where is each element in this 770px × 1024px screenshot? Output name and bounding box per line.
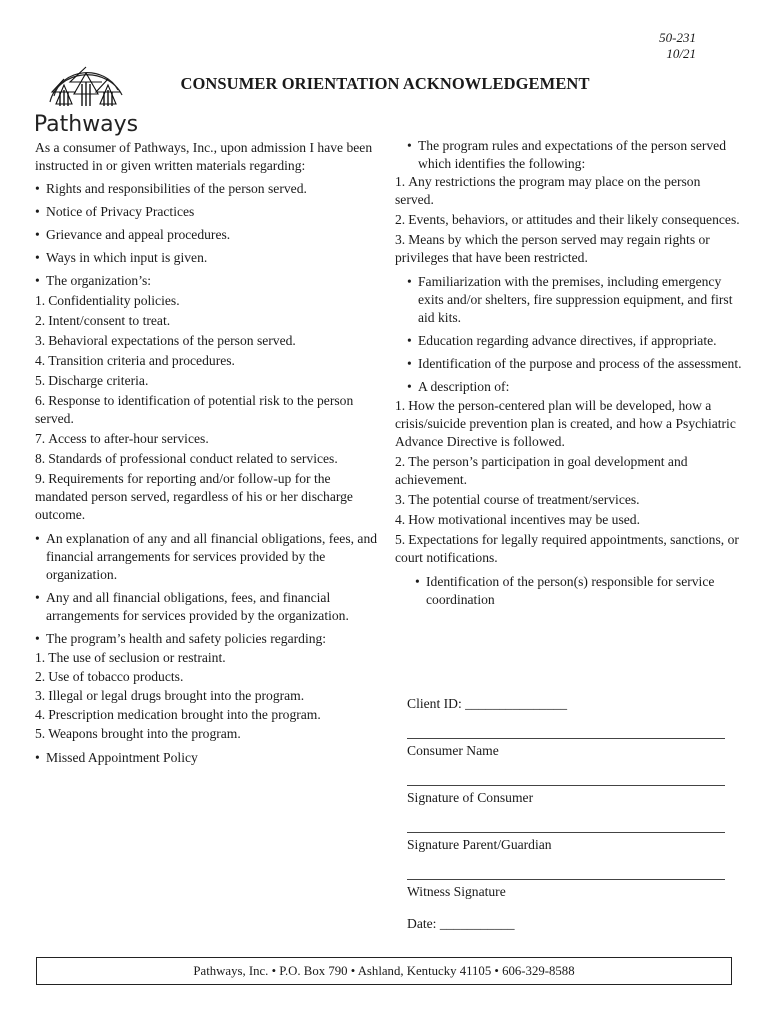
numbered-item: 2. The person’s participation in goal development and achievement. [395, 454, 688, 487]
consumer-signature-label: Signature of Consumer [407, 790, 534, 805]
numbered-item: 1. Any restrictions the program may place on the person served. [395, 174, 701, 207]
numbered-item: 3. Means by which the person served may regain rights or privileges that have been restricted. [395, 232, 710, 265]
numbered-item: 4. Transition criteria and procedures. [35, 353, 235, 368]
bullet-icon: • [35, 631, 40, 646]
bullet-text: Familiarization with the premises, including emergency exits and/or shelters, fire suppression equipment, and first aid kits. [418, 274, 733, 325]
bullet-icon: • [35, 250, 40, 265]
numbered-item: 5. Weapons brought into the program. [35, 726, 241, 741]
consumer-name-label: Consumer Name [407, 743, 499, 758]
bullet-text: Identification of the purpose and process of the assessment. [418, 356, 742, 371]
list-item [35, 630, 380, 648]
description-list [395, 397, 742, 567]
list-item [35, 530, 380, 584]
bullet-text: A description of: [418, 379, 510, 394]
guardian-signature-label: Signature Parent/Guardian [407, 837, 552, 852]
bullet-icon: • [407, 379, 412, 394]
footer-address: Pathways, Inc. • P.O. Box 790 • Ashland, Kentucky 41105 • 606-329-8588 [36, 957, 732, 985]
bullet-icon: • [407, 274, 412, 289]
form-number-block [659, 30, 696, 62]
list-item [35, 203, 380, 221]
list-item [415, 573, 742, 609]
bullet-icon: • [35, 531, 40, 546]
numbered-item: 3. Illegal or legal drugs brought into the program. [35, 688, 305, 703]
numbered-item: 7. Access to after-hour services. [35, 431, 209, 446]
numbered-item: 1. The use of seclusion or restraint. [35, 650, 226, 665]
list-item [35, 749, 380, 767]
list-item [407, 355, 742, 373]
bullet-icon: • [35, 204, 40, 219]
form-date: 10/21 [666, 46, 696, 61]
signature-line [407, 737, 725, 739]
list-item [407, 378, 742, 396]
numbered-item: 8. Standards of professional conduct related to services. [35, 451, 338, 466]
left-column [35, 139, 380, 772]
health-list [35, 649, 380, 743]
numbered-item: 2. Events, behaviors, or attitudes and their likely consequences. [395, 212, 740, 227]
consumer-signature-field[interactable] [407, 784, 725, 806]
bullet-icon: • [35, 750, 40, 765]
list-item [35, 589, 380, 625]
list-item [35, 226, 380, 244]
list-item [35, 249, 380, 267]
rules-list [395, 173, 742, 267]
numbered-item: 2. Use of tobacco products. [35, 669, 184, 684]
numbered-item: 4. How motivational incentives may be used. [395, 512, 641, 527]
numbered-item: 9. Requirements for reporting and/or follow-up for the mandated person served, regardless of his or her discharge outcome. [35, 471, 353, 522]
bullet-text: The program rules and expectations of the person served which identifies the following: [418, 138, 727, 171]
bullet-icon: • [407, 333, 412, 348]
signature-line [407, 831, 725, 833]
bullet-icon: • [407, 356, 412, 371]
numbered-item: 2. Intent/consent to treat. [35, 313, 171, 328]
bullet-icon: • [415, 574, 420, 589]
intro-paragraph: As a consumer of Pathways, Inc., upon admission I have been instructed in or given written materials regarding: [35, 140, 373, 173]
numbered-item: 3. The potential course of treatment/services. [395, 492, 640, 507]
consumer-name-field[interactable] [407, 737, 725, 759]
list-item [35, 180, 380, 198]
right-column [395, 137, 742, 614]
bullet-text: Missed Appointment Policy [46, 750, 198, 765]
list-item [407, 273, 742, 327]
bullet-text: Rights and responsibilities of the person served. [46, 181, 307, 196]
page-title: CONSUMER ORIENTATION ACKNOWLEDGEMENT [180, 74, 590, 93]
witness-signature-label: Witness Signature [407, 884, 506, 899]
bullet-text: Any and all financial obligations, fees, and financial arrangements for services provided by the organization. [46, 590, 349, 623]
bullet-text: Notice of Privacy Practices [46, 204, 195, 219]
witness-signature-field[interactable] [407, 878, 725, 900]
numbered-item: 3. Behavioral expectations of the person served. [35, 333, 296, 348]
bullet-text: Grievance and appeal procedures. [46, 227, 231, 242]
guardian-signature-field[interactable] [407, 831, 725, 853]
numbered-item: 5. Expectations for legally required appointments, sanctions, or court notifications. [395, 532, 739, 565]
bullet-icon: • [35, 227, 40, 242]
bullet-text: Ways in which input is given. [46, 250, 208, 265]
numbered-item: 1. Confidentiality policies. [35, 293, 180, 308]
numbered-item: 5. Discharge criteria. [35, 373, 149, 388]
numbered-item: 1. How the person-centered plan will be developed, how a crisis/suicide prevention plan is created, and how a Psychiatric Advance Directive is followed. [395, 398, 736, 449]
bullet-text: Education regarding advance directives, if appropriate. [418, 333, 717, 348]
bullet-text: The program’s health and safety policies regarding: [46, 631, 327, 646]
organization-list [35, 292, 380, 524]
form-number: 50-231 [659, 30, 696, 45]
list-item [407, 332, 742, 350]
list-item [407, 137, 742, 173]
signature-line [407, 878, 725, 880]
list-item [35, 272, 380, 290]
bullet-text: Identification of the person(s) responsible for service coordination [426, 574, 715, 607]
bullet-text: The organization’s: [46, 273, 152, 288]
numbered-item: 6. Response to identification of potential risk to the person served. [35, 393, 354, 426]
bullet-icon: • [407, 138, 412, 153]
client-id-field[interactable]: Client ID: _______________ [407, 696, 568, 711]
date-field[interactable]: Date: ___________ [407, 916, 515, 931]
bullet-icon: • [35, 590, 40, 605]
bullet-text: An explanation of any and all financial obligations, fees, and financial arrangements for services provided by the organization. [46, 531, 378, 582]
bullet-icon: • [35, 181, 40, 196]
signature-line [407, 784, 725, 786]
bullet-icon: • [35, 273, 40, 288]
numbered-item: 4. Prescription medication brought into the program. [35, 707, 321, 722]
logo-wordmark: Pathways [34, 112, 138, 136]
